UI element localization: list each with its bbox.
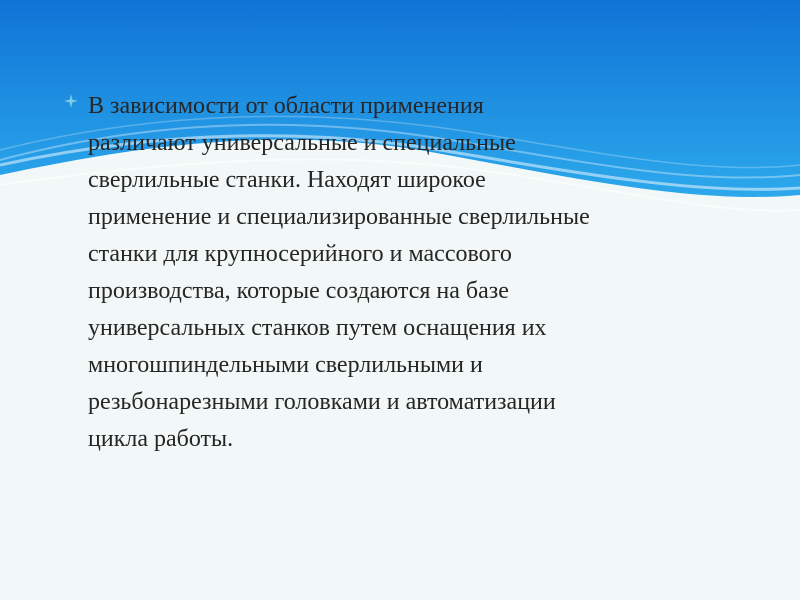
bullet-item <box>64 88 764 458</box>
content-area <box>64 88 764 458</box>
star-bullet-icon <box>64 94 78 108</box>
bullet-text: В зависимости от области применения различают универсальные и специальные сверлильные станки. Находят широкое применение и специализированные сверлильные станки для крупносерийного и массового производства, которые создаются на базе универсальных станков путем оснащения их многошпиндельными сверлильными и резьбонарезными головками и автоматизации цикла работы. <box>88 93 590 452</box>
